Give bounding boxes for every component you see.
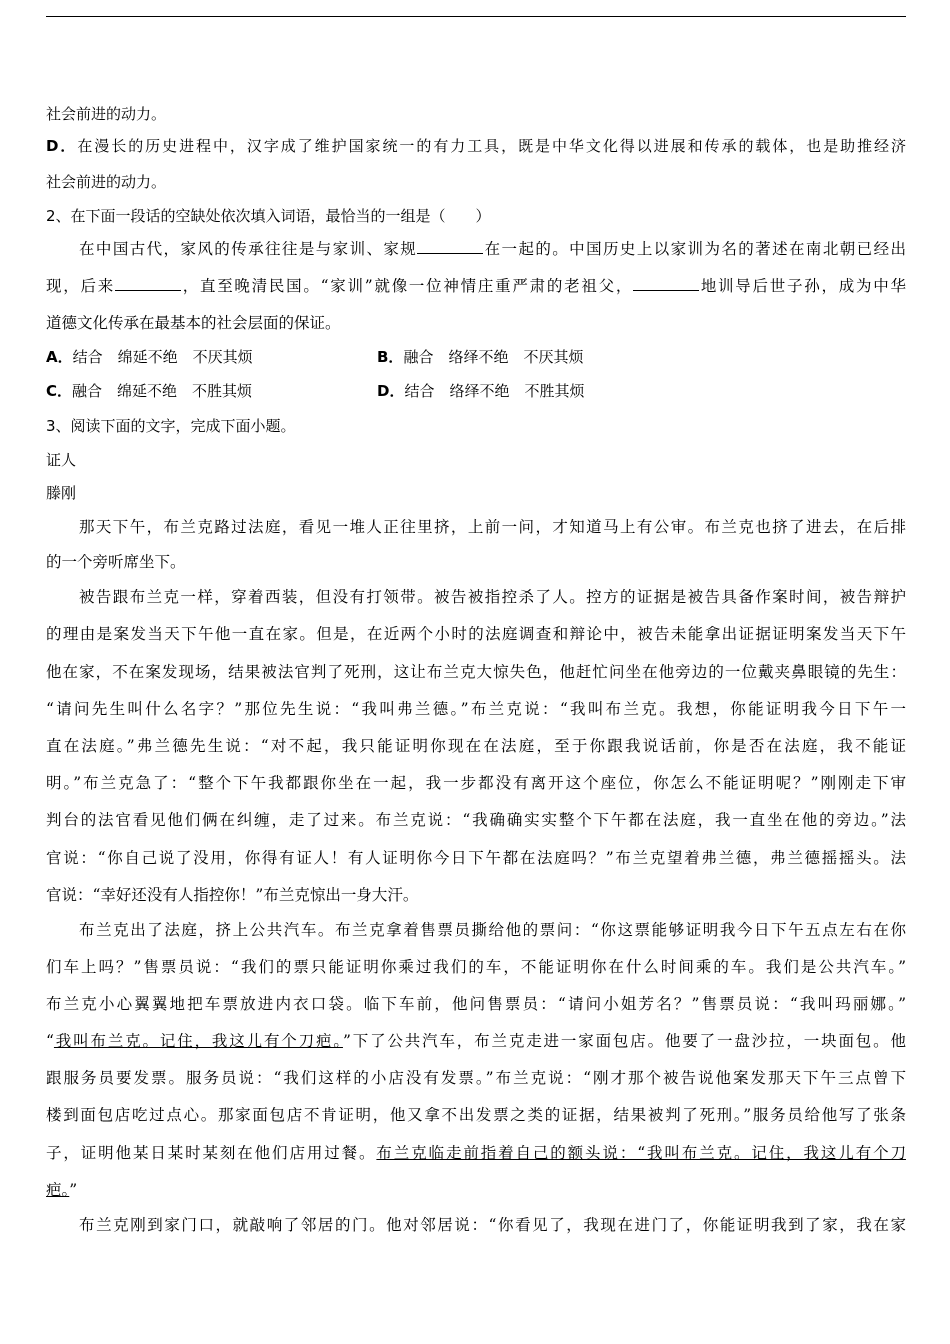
story-line: 的一个旁听席坐下。 — [46, 553, 186, 571]
option-label: A． — [46, 348, 73, 366]
story-text: ” — [69, 1181, 78, 1199]
fill-blank-3 — [633, 276, 699, 291]
story-text: 子，证明他某日某时某刻在他们店用过餐。 — [46, 1144, 377, 1162]
story-line: 明。”布兰克急了：“整个下午我都跟你坐在一起，我一步都没有离开这个座位，你怎么不能证明呢？”刚刚走下审 — [46, 774, 906, 792]
story-line: 判台的法官看见他们俩在纠缠，走了过来。布兰克说：“我确确实实整个下午都在法庭，我一直坐在他的旁边。”法 — [46, 811, 906, 829]
q2-passage-line — [46, 239, 906, 259]
q2-passage-text: 地训导后世子孙，成为中华 — [699, 277, 906, 295]
q2-passage-text: 在一起的。中国历史上以家训为名的著述在南北朝已经出 — [483, 240, 906, 258]
option-d-continuation: 社会前进的动力。 — [46, 173, 167, 191]
story-line: “请问先生叫什么名字？”那位先生说：“我叫弗兰德。”布兰克说：“我叫布兰克。我想，你能证明我今日下午一 — [46, 700, 906, 718]
fill-blank-2 — [115, 276, 181, 291]
underlined-sentence: 我叫布兰克。记住，我这儿有个刀疤。 — [53, 1032, 343, 1050]
story-author: 滕刚 — [46, 484, 77, 502]
story-line: 被告跟布兰克一样，穿着西装，但没有打领带。被告被指控杀了人。控方的证据是被告具备作案时间，被告辩护 — [79, 588, 906, 606]
question-3: 3、阅读下面的文字，完成下面小题。 — [46, 417, 296, 435]
story-line: 那天下午，布兰克路过法庭，看见一堆人正往里挤，上前一问，才知道马上有公审。布兰克也挤了进去，在后排 — [79, 518, 906, 536]
underlined-sentence: 疤。 — [46, 1181, 70, 1199]
q2-passage-text: 在中国古代，家风的传承往往是与家训、家规 — [79, 240, 418, 258]
story-line: 跟服务员要发票。服务员说：“我们这样的小店没有发票。”布兰克说：“刚才那个被告说他案发那天下午三点曾下 — [46, 1069, 906, 1087]
option-d-text: 在漫长的历史进程中，汉字成了维护国家统一的有力工具，既是中华文化得以进展和传承的载体，也是助推经济 — [77, 137, 906, 155]
story-line: 官说：“你自己说了没用，你得有证人！有人证明你今日下午都在法庭吗？”布兰克望着弗兰德，弗兰德摇摇头。法 — [46, 849, 906, 867]
option-text: 融合 绵延不绝 不胜其烦 — [72, 382, 253, 400]
story-line — [46, 1031, 906, 1051]
story-line: 布兰克出了法庭，挤上公共汽车。布兰克拿着售票员撕给他的票问：“你这票能够证明我今日下午五点左右在你 — [79, 921, 906, 939]
option-label: C． — [46, 382, 73, 400]
option-d — [377, 381, 584, 401]
story-text: “ — [46, 1032, 54, 1050]
story-line: 们车上吗？”售票员说：“我们的票只能证明你乘过我们的车，不能证明你在什么时间乘的车。我们是公共汽车。” — [46, 958, 906, 976]
story-line: 他在家，不在案发现场，结果被法官判了死刑，这让布兰克大惊失色，他赶忙问坐在他旁边的一位戴夹鼻眼镜的先生： — [46, 663, 906, 681]
option-row — [46, 347, 906, 369]
option-d-label: D． — [46, 137, 78, 155]
q2-passage-line: 道德文化传承在最基本的社会层面的保证。 — [46, 314, 341, 332]
story-line: 官说：“幸好还没有人指控你！”布兰克惊出一身大汗。 — [46, 886, 419, 904]
option-text: 结合 络绎不绝 不胜其烦 — [404, 382, 585, 400]
q2-passage-text: ，直至晚清民国。“家训”就像一位神情庄重严肃的老祖父， — [180, 277, 634, 295]
story-line — [46, 1180, 906, 1200]
option-label: D． — [377, 382, 405, 400]
story-text: ”下了公共汽车，布兰克走进一家面包店。他要了一盘沙拉，一块面包。他 — [342, 1032, 906, 1050]
underlined-sentence: 布兰克临走前指着自己的额头说：“我叫布兰克。记住，我这儿有个刀 — [376, 1144, 906, 1162]
option-text: 结合 绵延不绝 不厌其烦 — [72, 348, 253, 366]
option-b — [377, 347, 583, 367]
option-d — [46, 136, 906, 156]
option-c — [46, 381, 252, 401]
question-2: 2、在下面一段话的空缺处依次填入词语，最恰当的一组是（ ） — [46, 207, 491, 225]
header-rule — [46, 16, 906, 17]
option-c-continuation: 社会前进的动力。 — [46, 105, 167, 123]
story-line: 布兰克刚到家门口，就敲响了邻居的门。他对邻居说：“你看见了，我现在进门了，你能证明我到了家，我在家 — [79, 1216, 906, 1234]
fill-blank-1 — [417, 239, 483, 254]
story-line: 的理由是案发当天下午他一直在家。但是，在近两个小时的法庭调查和辩论中，被告未能拿出证据证明案发当天下午 — [46, 625, 906, 643]
option-row — [46, 381, 906, 403]
option-label: B． — [377, 348, 404, 366]
story-line: 直在法庭。”弗兰德先生说：“对不起，我只能证明你现在在法庭，至于你跟我说话前，你是否在法庭，我不能证 — [46, 737, 906, 755]
story-line: 布兰克小心翼翼地把车票放进内衣口袋。临下车前，他问售票员：“请问小姐芳名？”售票员说：“我叫玛丽娜。” — [46, 995, 906, 1013]
option-a — [46, 347, 253, 367]
story-line: 楼到面包店吃过点心。那家面包店不肯证明，他又拿不出发票之类的证据，结果被判了死刑。”服务员给他写了张条 — [46, 1106, 906, 1124]
q2-passage-line — [46, 276, 906, 296]
option-text: 融合 络绎不绝 不厌其烦 — [403, 348, 584, 366]
story-line — [46, 1143, 906, 1163]
story-title: 证人 — [46, 451, 77, 469]
q2-passage-text: 现，后来 — [46, 277, 115, 295]
